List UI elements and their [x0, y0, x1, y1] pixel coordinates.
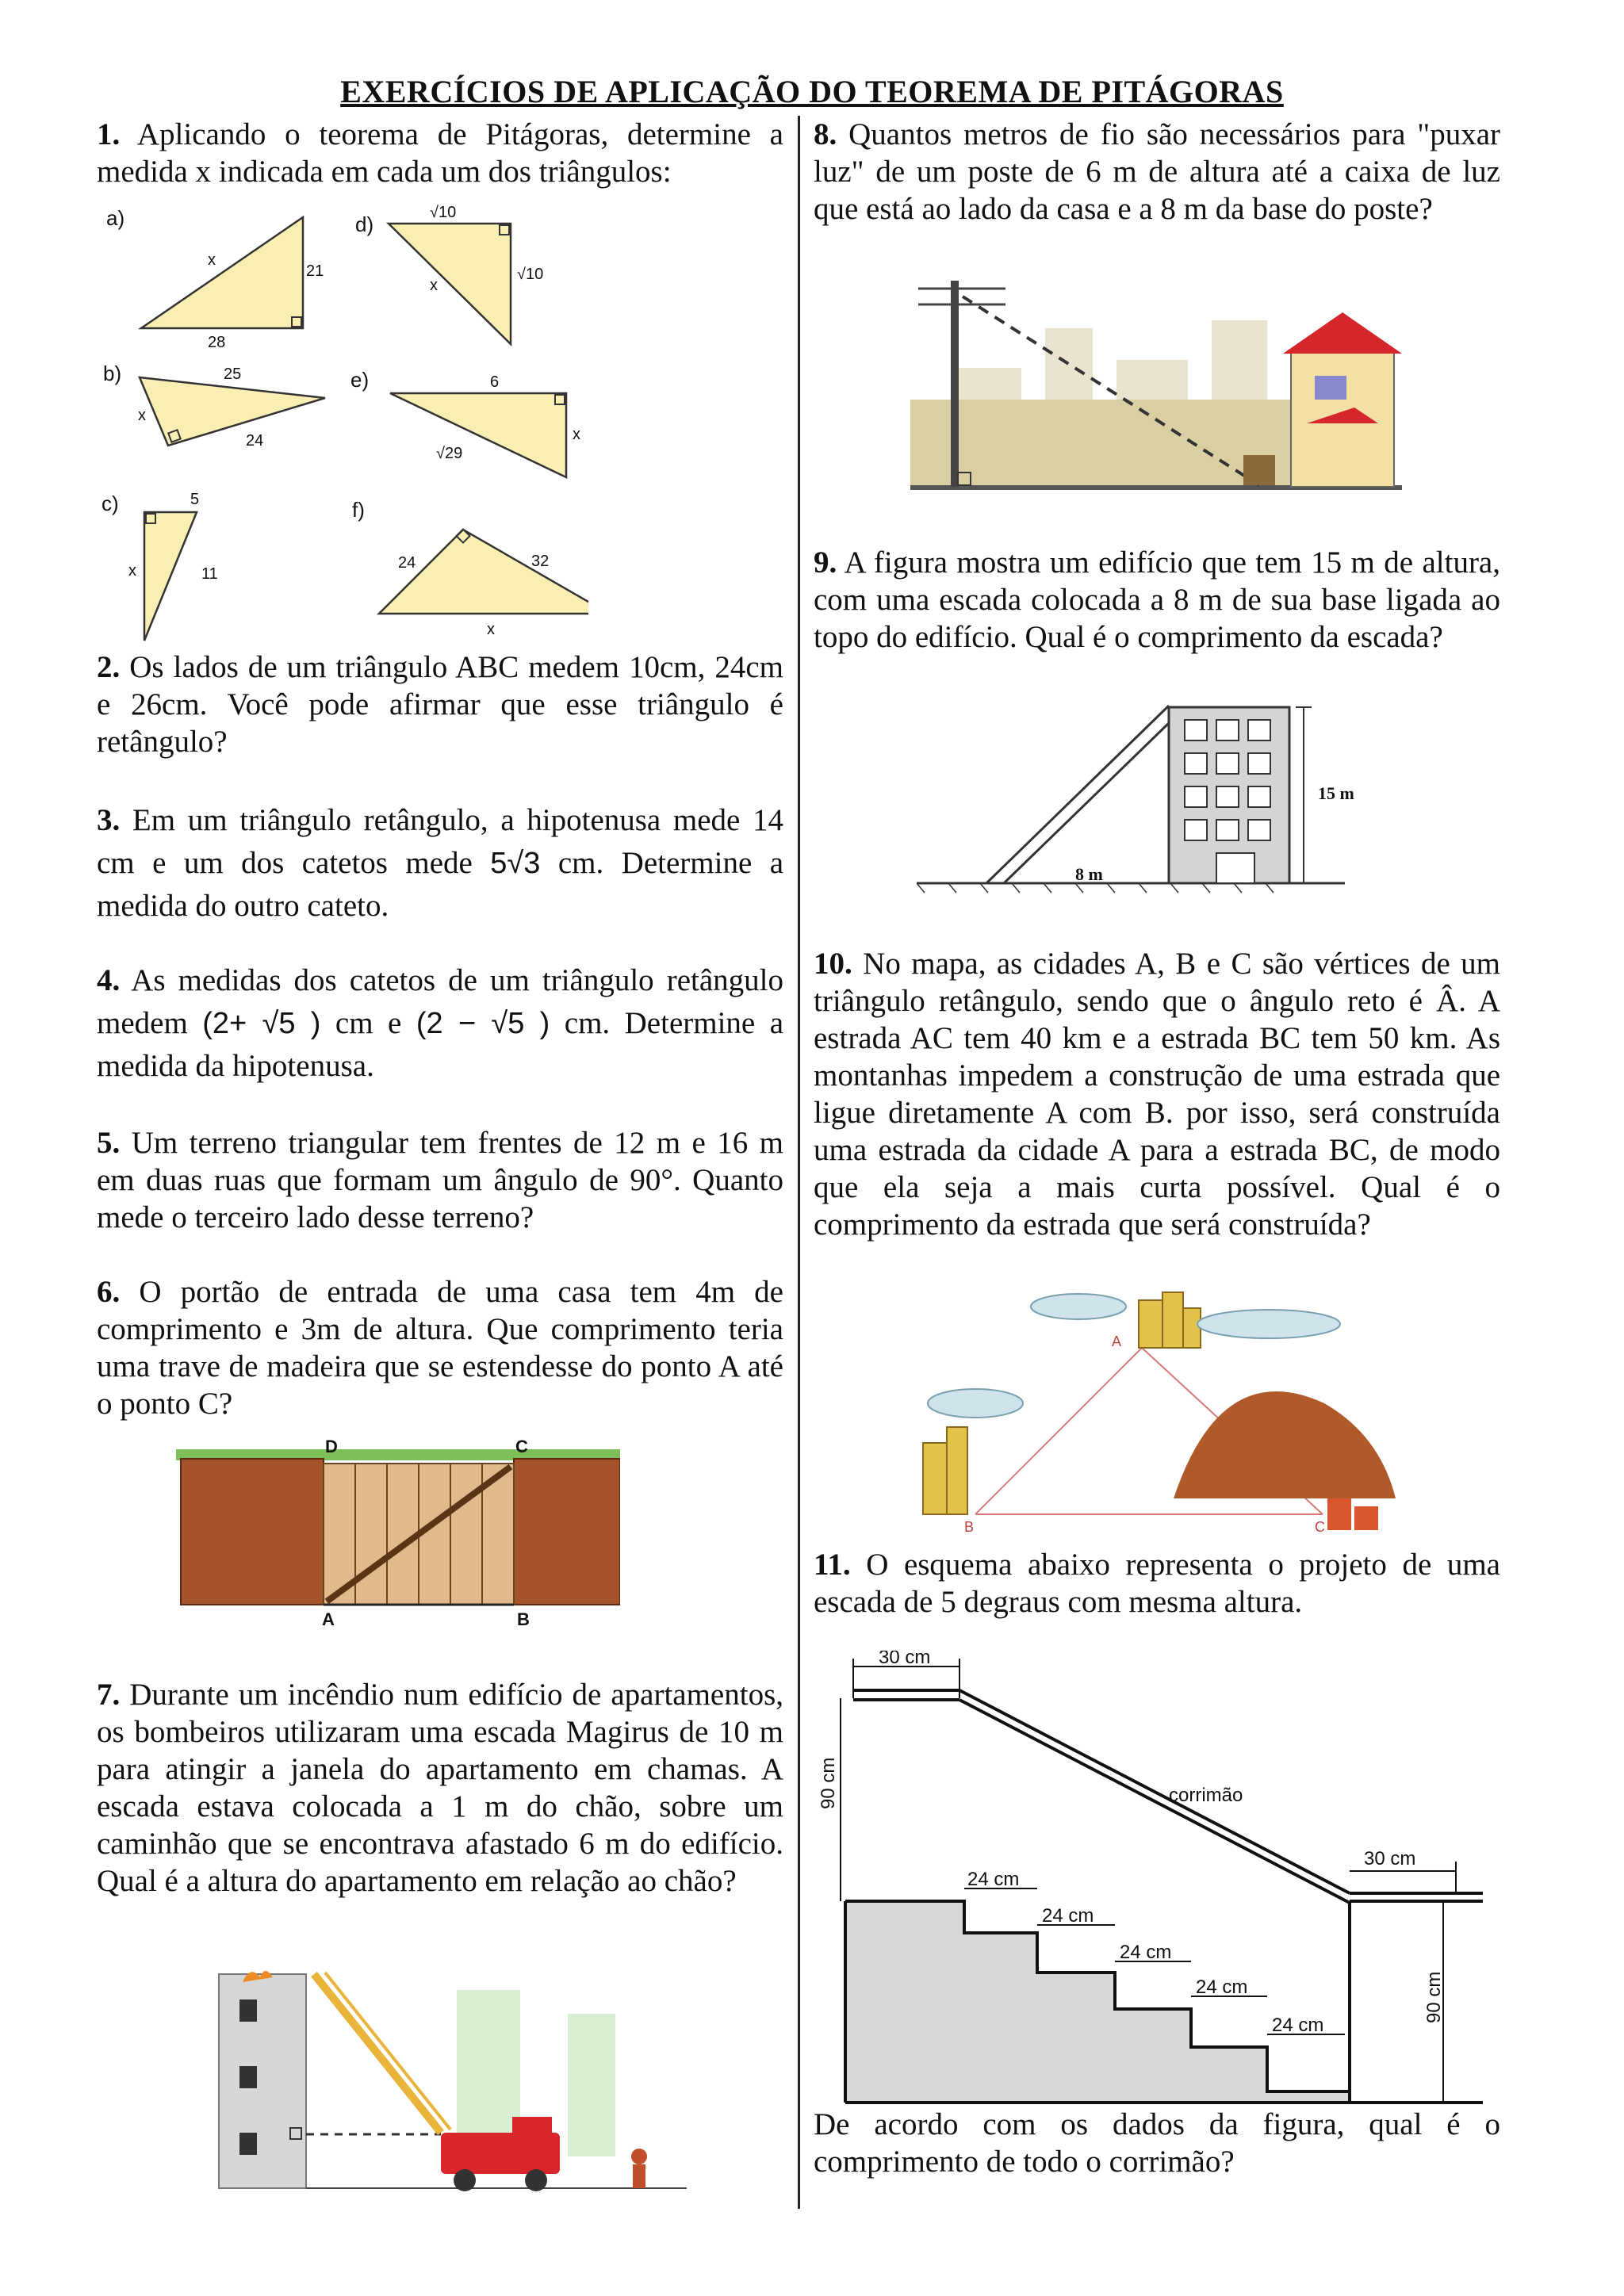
fig-f-tag: f): [352, 498, 365, 522]
triangle-c: [144, 512, 197, 641]
step-5: 24 cm: [1272, 2015, 1324, 2036]
fig-a-tag: a): [106, 206, 125, 230]
dim-left-height: 90 cm: [818, 1757, 839, 1809]
question-2: [97, 649, 783, 760]
question-4-text-b: cm e: [320, 1006, 416, 1040]
label-A: A: [322, 1609, 335, 1629]
question-4-text-c: cm. Determine a medida da hipotenusa.: [97, 1006, 784, 1083]
label-A: A: [1112, 1334, 1122, 1349]
dim-right-height: 90 cm: [1423, 1971, 1445, 2023]
triangle-d: [389, 224, 511, 344]
fig-e-x: x: [573, 426, 580, 443]
question-11-text: O esquema abaixo representa o projeto de uma escada de 5 degraus com mesma altura.: [814, 1548, 1500, 1619]
ladder: [986, 706, 1169, 883]
question-3-expression: 5√3: [490, 847, 541, 880]
question-1-number: 1.: [97, 117, 121, 151]
wooden-gate: [324, 1464, 514, 1605]
q7-firetruck-figure: [195, 1958, 687, 2204]
q8-pole-house-figure: [910, 265, 1402, 503]
step-3: 24 cm: [1120, 1942, 1172, 1963]
question-6: [97, 1273, 783, 1422]
question-9-text: A figura mostra um edifício que tem 15 m de altura, com uma escada colocada a 8 m de sua base ligada ao topo do edifício. Qual é o comprimento da escada?: [814, 545, 1500, 654]
question-2-number: 2.: [97, 650, 121, 684]
base-label: 8 m: [1075, 864, 1103, 884]
column-divider: [798, 116, 800, 2209]
fig-a-base: 28: [208, 334, 226, 351]
question-7-number: 7.: [97, 1678, 121, 1712]
question-8-text: Quantos metros de fio são necessários para "puxar luz" de um poste de 6 m de altura até a caixa de luz que está ao lado da casa e a 8 m da base do poste?: [814, 117, 1500, 226]
question-5: [97, 1124, 783, 1236]
question-6-number: 6.: [97, 1275, 121, 1309]
label-C: C: [515, 1437, 528, 1456]
question-7: [97, 1676, 783, 1900]
q11-staircase-figure: [817, 1651, 1491, 2115]
label-C: C: [1315, 1519, 1325, 1535]
triangle-e: [390, 393, 566, 477]
fig-b-bottom: 24: [246, 432, 264, 450]
background-building: [457, 1990, 520, 2156]
fig-d-tag: d): [355, 212, 374, 236]
fig-c-x: x: [128, 562, 136, 580]
handrail-label: corrimão: [1169, 1785, 1243, 1806]
q9-building-figure: [917, 696, 1361, 899]
question-11: [814, 1546, 1500, 1621]
q1-triangles-figure: [97, 197, 588, 649]
question-9: [814, 544, 1500, 656]
question-10: [814, 945, 1500, 1243]
question-1: [97, 116, 783, 190]
fig-d-x: x: [430, 277, 438, 294]
question-4: [97, 959, 783, 1088]
q10-map-figure: [904, 1284, 1408, 1541]
step-1: 24 cm: [967, 1869, 1020, 1890]
fig-a-side: 21: [306, 262, 324, 280]
height-label: 15 m: [1318, 783, 1354, 803]
question-4-number: 4.: [97, 963, 121, 997]
question-1-text: Aplicando o teorema de Pitágoras, determine a medida x indicada em cada um dos triângulos:: [97, 117, 783, 189]
fig-c-tag: c): [102, 492, 119, 515]
question-2-text: Os lados de um triângulo ABC medem 10cm, 24cm e 26cm. Você pode afirmar que esse triângulo é retângulo?: [97, 650, 783, 759]
step-4: 24 cm: [1196, 1976, 1248, 1998]
question-5-text: Um terreno triangular tem frentes de 12 m e 16 m em duas ruas que formam um ângulo de 90°. Quanto mede o terceiro lado desse terreno?: [97, 1126, 783, 1234]
question-8-number: 8.: [814, 117, 837, 151]
fig-f-left: 24: [398, 554, 416, 572]
question-5-number: 5.: [97, 1126, 121, 1160]
fig-f-x: x: [487, 621, 495, 638]
question-3-number: 3.: [97, 803, 121, 837]
label-D: D: [325, 1437, 338, 1456]
fig-d-right: √10: [517, 266, 544, 283]
fig-b-tag: b): [103, 362, 122, 385]
light-box: [1243, 455, 1275, 485]
question-10-text: No mapa, as cidades A, B e C são vértices de um triângulo retângulo, sendo que o ângulo reto é Â. A estrada AC tem 40 km e a estrada BC tem 50 km. As montanhas impedem a construção de uma estrada que ligue diretamente A com B. por isso, será construída uma estrada da cidade A para a estrada BC, de modo que ela seja a mais curta possível. Qual é o comprimento da estrada que será construída?: [814, 947, 1500, 1242]
question-9-number: 9.: [814, 545, 837, 580]
magirus-ladder: [314, 1974, 441, 2133]
fig-b-x: x: [138, 407, 146, 424]
question-6-text: O portão de entrada de uma casa tem 4m de comprimento e 3m de altura. Que comprimento teria uma trave de madeira que se estendesse do ponto A até o ponto C?: [97, 1275, 783, 1421]
question-11-after: De acordo com os dados da figura, qual é o comprimento de todo o corrimão?: [814, 2107, 1500, 2179]
fig-e-top: 6: [490, 373, 500, 391]
question-7-text: Durante um incêndio num edifício de apartamentos, os bombeiros utilizaram uma escada Magirus de 10 m para atingir a janela do apartamento em chamas. A escada estava colocada a 1 m do chão, sobre um caminhão que se encontrava afastado 6 m do edifício. Qual é a altura do apartamento em relação ao chão?: [97, 1678, 783, 1898]
wall-left: [181, 1459, 324, 1605]
question-4-expression-2: (2 − √5 ): [416, 1007, 550, 1040]
wall-right: [514, 1459, 620, 1605]
firefighter: [631, 2149, 647, 2164]
triangle-b: [140, 377, 325, 446]
step-2: 24 cm: [1042, 1905, 1094, 1927]
question-3-text-b: cm. Determine a medida do outro cateto.: [97, 846, 784, 923]
question-3-text-a: Em um triângulo retângulo, a hipotenusa mede 14 cm e um dos catetos mede: [97, 803, 783, 880]
label-B: B: [964, 1519, 975, 1535]
q6-gate-figure: [176, 1435, 620, 1633]
fig-e-tag: e): [350, 368, 370, 392]
triangle-f: [379, 530, 588, 614]
fig-a-x: x: [208, 251, 216, 269]
fig-e-hyp: √29: [436, 445, 463, 462]
fig-c-hyp: 11: [201, 565, 218, 583]
label-B: B: [517, 1609, 530, 1629]
apartment-building: [219, 1974, 306, 2188]
question-8: [814, 116, 1500, 228]
question-4-text-a: As medidas dos catetos de um triângulo retângulo medem: [97, 963, 783, 1040]
page-title: EXERCÍCIOS DE APLICAÇÃO DO TEOREMA DE PITÁGORAS: [340, 74, 1284, 109]
dim-right-top: 30 cm: [1364, 1848, 1416, 1869]
question-10-number: 10.: [814, 947, 852, 981]
dim-top: 30 cm: [879, 1651, 931, 1668]
fig-d-top: √10: [430, 204, 457, 221]
fig-c-top: 5: [190, 491, 200, 508]
fig-f-right: 32: [531, 553, 550, 570]
fig-b-top: 25: [224, 365, 242, 383]
question-3: [97, 799, 783, 928]
triangle-a: [141, 217, 303, 328]
question-4-expression-1: (2+ √5 ): [202, 1007, 321, 1040]
question-11-number: 11.: [814, 1548, 851, 1582]
